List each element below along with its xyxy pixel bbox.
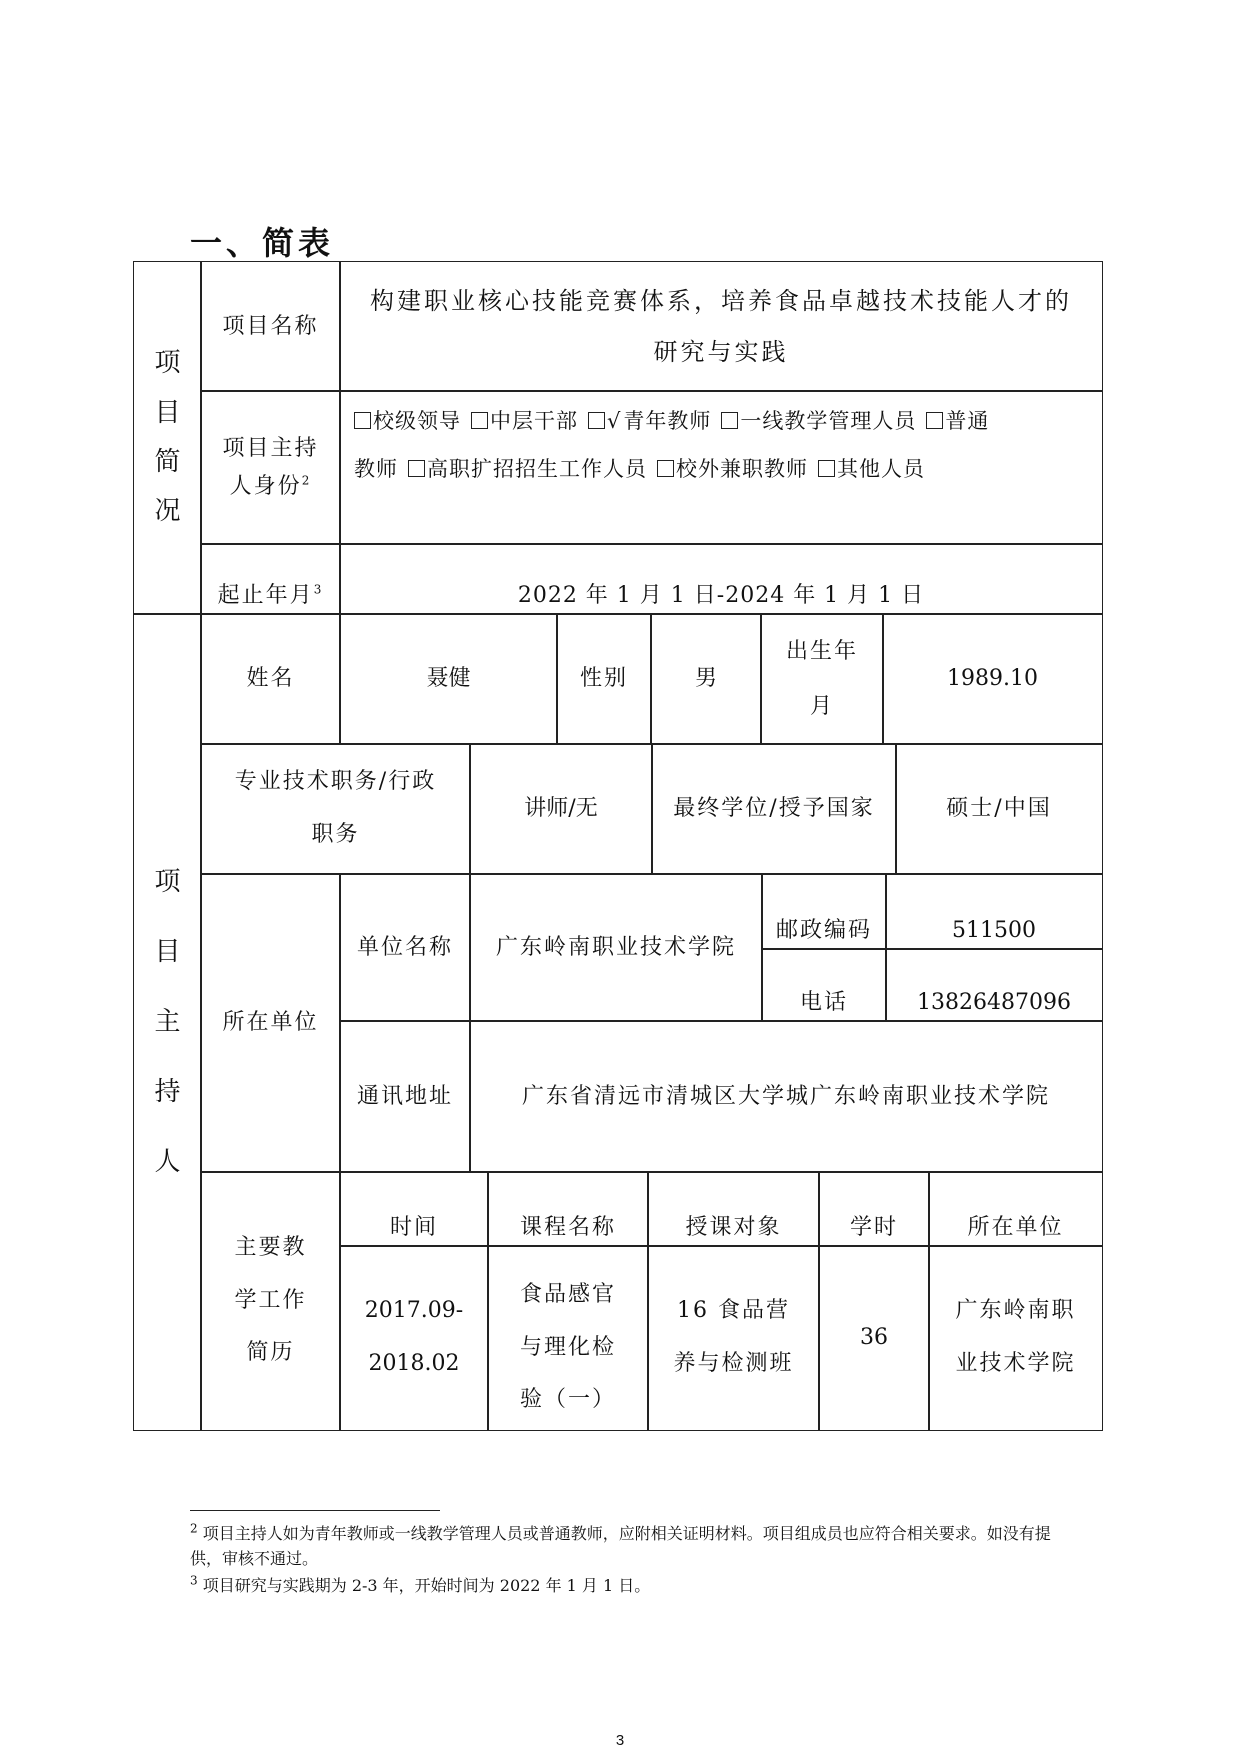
role-option-label: 中层干部 (490, 409, 578, 433)
phone-label: 电话 (761, 948, 887, 1022)
checkbox-empty-icon (408, 460, 425, 477)
checkbox-empty-icon (657, 460, 674, 477)
role-option (657, 457, 808, 481)
unit-name-label: 单位名称 (339, 873, 471, 1022)
role-option (818, 457, 925, 481)
checkbox-empty-icon (818, 460, 835, 477)
footnote-2: $^2$ 项目主持人如为青年教师或一线教学管理人员或普通教师，应附相关证明材料。项目组成员也应符合相关要求。如没有提供，审核不通过。 (190, 1521, 1051, 1568)
name-label: 姓名 (200, 613, 341, 745)
footnote-divider (190, 1510, 440, 1511)
teaching-row-course: 食品感官与理化检验（一） (487, 1245, 649, 1431)
gender-value: 男 (650, 613, 762, 745)
address-value: 广东省清远市清城区大学城广东岭南职业技术学院 (469, 1020, 1103, 1173)
affiliation-label: 所在单位 (200, 873, 341, 1173)
checkbox-empty-icon (721, 412, 738, 429)
checkbox-empty-icon (926, 412, 943, 429)
period-value: 2022 年 1 月 1 日-2024 年 1 月 1 日 (339, 543, 1103, 615)
checkbox-empty-icon (471, 412, 488, 429)
teaching-header-time: 时间 (339, 1171, 489, 1247)
teaching-header-course: 课程名称 (487, 1171, 649, 1247)
birth-label: 出生年月 (760, 613, 884, 745)
role-option-label: 普通 (945, 409, 990, 433)
role-option-label: 校级领导 (373, 409, 461, 433)
postcode-label: 邮政编码 (761, 873, 887, 950)
host-identity-label: 项目主持人身份$^2$ (200, 390, 341, 545)
title-label: 专业技术职务/行政职务 (200, 743, 471, 875)
teaching-header-hours: 学时 (818, 1171, 930, 1247)
address-label: 通讯地址 (339, 1020, 471, 1173)
checkbox-empty-icon (588, 412, 605, 429)
unit-name-value: 广东岭南职业技术学院 (469, 873, 763, 1022)
project-name-value: 构建职业核心技能竞赛体系，培养食品卓越技术技能人才的研究与实践 (339, 261, 1103, 392)
teaching-row-time: 2017.09-2018.02 (339, 1245, 489, 1431)
role-option-label: 其他人员 (837, 457, 925, 482)
teaching-label: 主要教学工作简历 (200, 1171, 341, 1431)
teaching-header-unit: 所在单位 (928, 1171, 1103, 1247)
role-option (471, 409, 578, 433)
degree-label: 最终学位/授予国家 (651, 743, 897, 875)
period-label: 起止年月$^3$ (200, 543, 341, 615)
project-name-label: 项目名称 (200, 261, 341, 392)
role-options-line-1 (354, 397, 1092, 445)
postcode-value: 511500 (885, 873, 1103, 950)
footnote-3: $^3$ 项目研究与实践期为 2-3 年，开始时间为 2022 年 1 月 1 日。 (190, 1573, 651, 1595)
teaching-header-audience: 授课对象 (647, 1171, 820, 1247)
role-option (588, 409, 711, 433)
section-label-overview: 项 目 简 况 (133, 261, 202, 615)
role-option (408, 457, 647, 481)
section-label-host: 项 目 主 持 人 (133, 613, 202, 1431)
title-value: 讲师/无 (469, 743, 653, 875)
phone-value: 13826487096 (885, 948, 1103, 1022)
role-option-label: 教师 (354, 457, 398, 482)
degree-value: 硕士/中国 (895, 743, 1103, 875)
role-option (354, 457, 398, 481)
host-identity-options (339, 390, 1103, 545)
role-option-label: 一线教学管理人员 (740, 409, 917, 433)
role-option (721, 409, 916, 433)
teaching-row-audience: 16 食品营养与检测班 (647, 1245, 820, 1431)
page-number: 3 (615, 1732, 625, 1749)
role-option-label: 青年教师 (623, 409, 712, 433)
gender-label: 性别 (556, 613, 652, 745)
checkmark-icon: √ (607, 409, 622, 433)
role-option (354, 409, 461, 433)
teaching-row-hours: 36 (818, 1245, 930, 1431)
role-options-line-2 (354, 445, 1092, 493)
name-value: 聂健 (339, 613, 558, 745)
role-option-label: 校外兼职教师 (676, 457, 808, 482)
teaching-row-unit: 广东岭南职业技术学院 (928, 1245, 1103, 1431)
page-title: 一、简表 (190, 224, 335, 262)
role-option-label: 高职扩招招生工作人员 (427, 457, 647, 482)
role-option (926, 409, 989, 433)
checkbox-empty-icon (354, 412, 371, 429)
birth-value: 1989.10 (882, 613, 1103, 745)
